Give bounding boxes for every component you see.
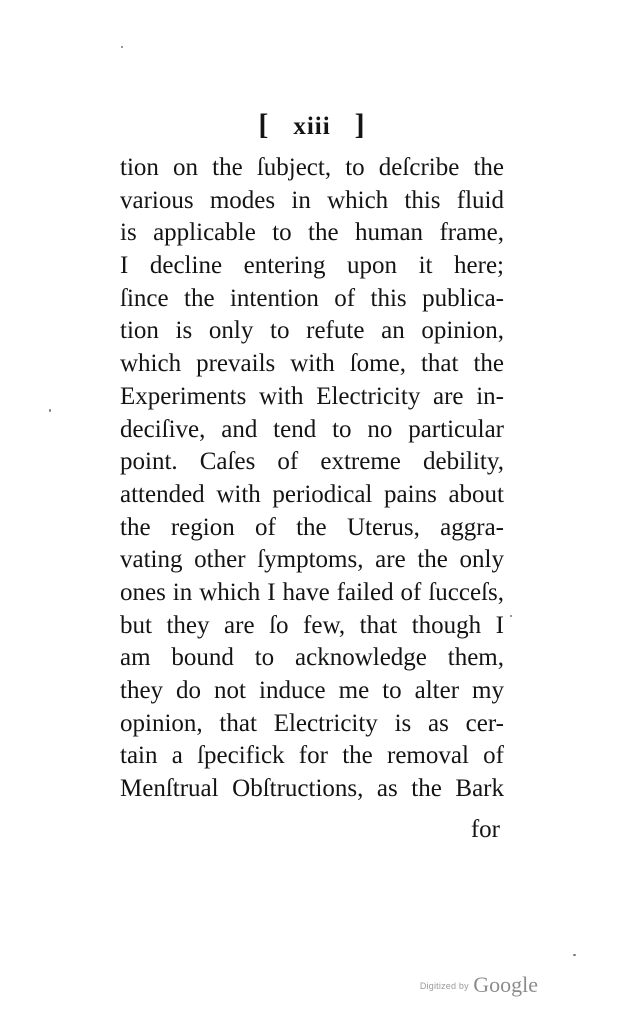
scan-speck — [573, 954, 576, 956]
right-bracket: ] — [354, 108, 366, 141]
text-line: Experiments with Electricity are in- — [120, 382, 504, 410]
text-line: vating other ſymptoms, are the only — [120, 546, 504, 574]
watermark-prefix: Digitized by — [419, 981, 469, 991]
google-watermark — [420, 972, 538, 998]
body-text — [120, 152, 504, 806]
text-line: they do not induce me to alter my — [120, 677, 504, 704]
text-line: ſince the intention of this publica- — [120, 284, 504, 312]
text-line: attended with periodical pains about — [120, 480, 504, 508]
text-line: am bound to acknowledge them, — [120, 644, 504, 672]
text-line: various modes in which this fluid — [120, 186, 504, 214]
text-line: point. Caſes of extreme debility, — [120, 448, 504, 476]
text-line: deciſive, and tend to no particular — [120, 415, 504, 443]
text-line: Menſtrual Obſtructions, as the Bark — [120, 775, 504, 803]
text-line: ones in which I have failed of ſucceſs, — [120, 578, 504, 606]
google-logo: Google — [473, 972, 538, 997]
scan-speck — [510, 615, 512, 617]
left-bracket: [ — [258, 108, 270, 141]
text-line: tion is only to refute an opinion, — [120, 317, 504, 345]
scan-speck — [121, 46, 123, 48]
page-header — [0, 108, 624, 142]
text-line: but they are ſo few, that though I — [120, 611, 504, 639]
text-line: opinion, that Electricity is as cer- — [120, 709, 504, 737]
text-line: tain a ſpecifick for the removal of — [120, 742, 504, 770]
text-line: tion on the ſubject, to deſcribe the — [120, 154, 504, 181]
text-line: is applicable to the human frame, — [120, 219, 504, 247]
text-line: the region of the Uterus, aggra- — [120, 513, 504, 541]
page-number: xiii — [293, 113, 331, 140]
scan-speck — [49, 409, 51, 412]
text-line: I decline entering upon it here; — [120, 252, 504, 280]
text-line: which prevails with ſome, that the — [120, 350, 504, 378]
catchword: for — [470, 816, 500, 843]
